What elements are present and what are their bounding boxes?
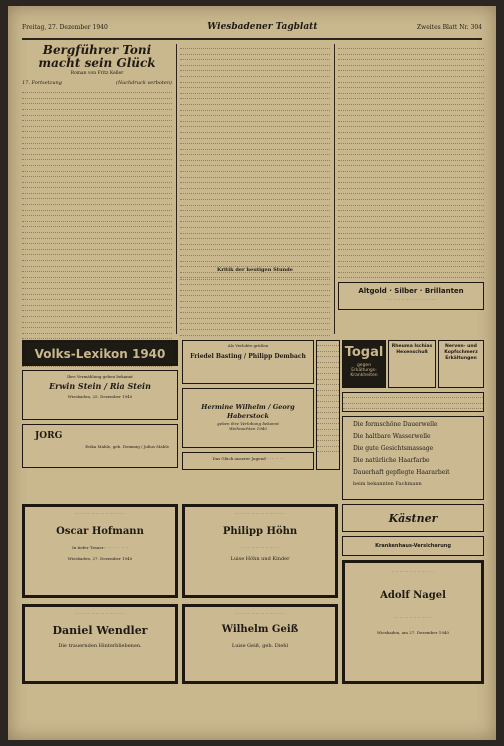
story-title: Bergführer Toni macht sein Glück — [38, 43, 156, 70]
middle-text — [180, 44, 330, 274]
story-byline: Roman von Fritz Keller — [70, 71, 124, 76]
story-chapter: 17. Fortsetzung (Nachdruck verboten) — [22, 79, 172, 86]
serial-story — [22, 44, 172, 334]
obituary-geiss: · · · · · · · · · · · · · · · · · · · · Wilhelm Geiß Luise Geiß, geb. Diehl — [182, 604, 338, 684]
page-header — [22, 16, 482, 40]
ad-togal-rheuma: Rheuma Ischias Hexenschuß — [388, 340, 436, 388]
ad-togal-nerven: Nerven- und Kopfschmerz Erkältungen — [438, 340, 484, 388]
ad-small-column — [316, 340, 340, 470]
ad-togal-text — [342, 392, 484, 412]
ad-versicherung: Krankenhaus-Versicherung — [342, 536, 484, 556]
ad-kaestner: Kästner — [342, 504, 484, 532]
obituary-wendler: · · · · · · · · · · · · · · · · · · · · Daniel Wendler Die trauernden Hinterbliebenen. — [22, 604, 178, 684]
obituary-nagel: · · · · · · · · · · · · · · · · · Adolf Nagel · · · · · · · · · · · · · · · Wiesbaden, am 27. Dezember 1940 — [342, 560, 484, 684]
section-and-number: Zweites Blatt Nr. 304 — [416, 23, 482, 31]
middle-lower-text — [180, 268, 330, 334]
issue-date: Freitag, 27. Dezember 1940 — [22, 23, 108, 31]
ad-engagement-stein: Ihre Vermählung geben bekannt Erwin Stein / Ria Stein Wiesbaden, 25. Dezember 1940 — [22, 370, 178, 420]
obituary-hofmann: · · · · · · · · · · · · · · · · · · · · Oscar Hofmann In tiefer Trauer: · · · · · · · · · Wiesbaden, 27. Dezember 1940 — [22, 504, 178, 598]
right-text — [338, 44, 484, 276]
ad-volkslexikon: Volks-Lexikon 1940 — [22, 340, 178, 366]
masthead: Wiesbadener Tagblatt — [207, 22, 318, 32]
ad-small-notice: Das Glück unserer Jugend · · · · · · · — [182, 452, 314, 470]
middle-header: Kritik der heutigen Stunde — [217, 267, 293, 273]
ad-birth-jorg: JORG Erika Mahle, geb. Demmig / Julius Mahle — [22, 424, 178, 468]
obituary-hoehn: · · · · · · · · · · · · · · · · · · · · Philipp Höhn · · · · · · · · · · · · · · · · Luise Höhn und Kinder — [182, 504, 338, 598]
ad-hairdresser: Die formschöne Dauerwelle Die haltbare Wasserwelle Die gute Gesichtsmassage Die natürliche Haarfarbe Dauerhaft gepflegte Haararbeit beim bekannten Fachmann — [342, 416, 484, 500]
ad-engagement-basting: Als Verlobte grüßen Friedel Basting / Philipp Dembach — [182, 340, 314, 384]
ad-silver-gold: Altgold · Silber · Brillanten · · · · · · · · · · · · · · · · · · · · — [338, 282, 484, 310]
ad-wedding-wilhelm: Hermine Wilhelm / Georg Haberstock geben ihre Verlobung bekannt Weihnachten 1940 — [182, 388, 314, 448]
newspaper-page — [8, 6, 496, 740]
ad-togal: Togal gegen Erkältungs-Krankheiten — [342, 340, 386, 388]
